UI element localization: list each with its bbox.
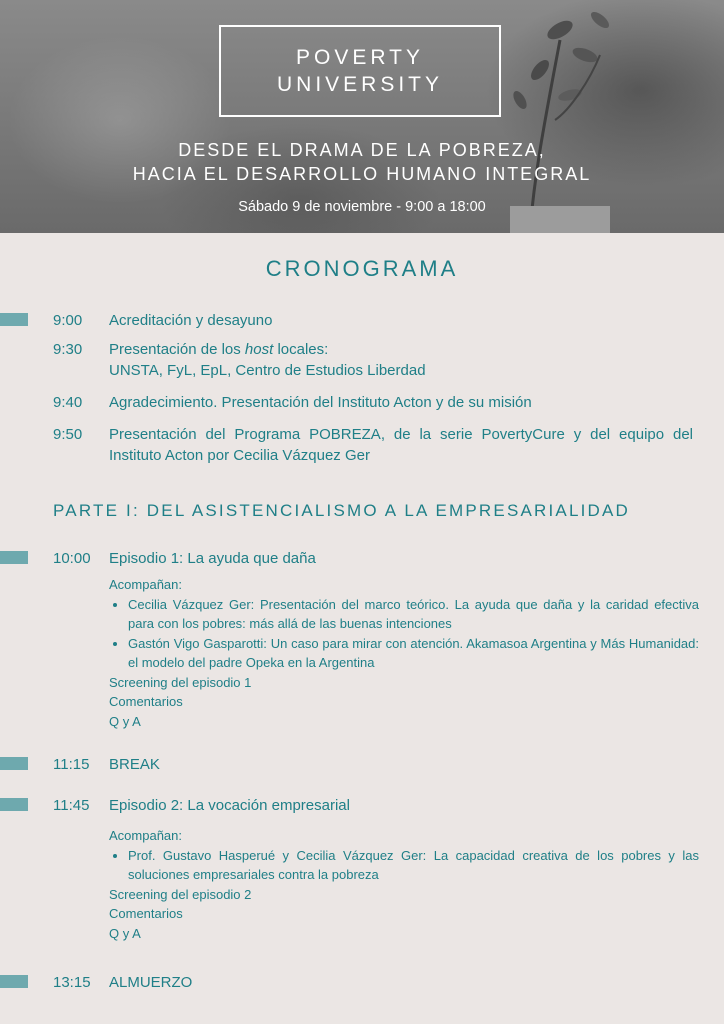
timeline-marker [0,798,28,811]
schedule-text: BREAK [109,756,160,773]
accompany-label: Acompañan: [109,828,182,843]
schedule-time: 9:00 [53,312,83,329]
speaker-item: • Gastón Vigo Gasparotti: Un caso para mirar con atención. Akamasoa Argentina y Más Humanidad: el modelo del padre Opeka en la Argentina [128,634,699,673]
event-date: Sábado 9 de noviembre - 9:00 a 18:00 [238,199,486,215]
speaker-item: • Cecilia Vázquez Ger: Presentación del marco teórico. La ayuda que daña y la caridad efectiva para con los pobres: más allá de las buenas intenciones [128,595,699,634]
schedule-time: 9:30 [53,341,83,358]
schedule-time: 9:40 [53,394,83,411]
event-subtitle [0,138,724,186]
speaker-list [109,846,699,885]
schedule-time: 13:15 [53,974,91,991]
episode-1-details [109,575,699,731]
schedule-text-italic: host [244,341,274,358]
logo-line-2: UNIVERSITY [276,73,444,96]
poverty-university-logo [219,25,501,117]
timeline-marker [0,757,28,770]
timeline-marker [0,975,28,988]
comments-label: Comentarios [109,906,183,921]
schedule-text-line-2: UNSTA, FyL, EpL, Centro de Estudios Liberdad [109,362,426,379]
schedule-item-0950 [53,424,693,466]
schedule-text [109,339,693,381]
page-title: CRONOGRAMA [265,256,459,281]
schedule-item-1145 [53,795,693,816]
episode-2-details [109,826,699,943]
episode-title: Episodio 1: La ayuda que daña [109,550,316,567]
schedule-item-break [53,754,693,775]
schedule-time: 9:50 [53,426,83,443]
qa-label: Q y A [109,925,141,941]
speaker-item: • Prof. Gustavo Hasperué y Cecilia Vázquez Ger: La capacidad creativa de los pobres y las soluciones empresariales contra la pobreza [128,846,699,885]
schedule-text: Presentación del Programa POBREZA, de la serie PovertyCure y del equipo del Instituto Acton por Cecilia Vázquez Ger [109,426,693,464]
episode-title: Episodio 2: La vocación empresarial [109,797,350,814]
schedule-item-0940 [53,392,693,413]
schedule-text: Agradecimiento. Presentación del Instituto Acton y de su misión [109,394,532,411]
timeline-marker [0,313,28,326]
logo-line-1: POVERTY [296,46,424,69]
subtitle-line-2: HACIA EL DESARROLLO HUMANO INTEGRAL [132,164,592,184]
schedule-time: 10:00 [53,550,91,567]
schedule-item-0900 [53,310,693,331]
part-title: PARTE I: DEL ASISTENCIALISMO A LA EMPRESARIALIDAD [53,501,631,520]
schedule-text-part: locales: [273,341,329,358]
hero-banner [0,0,724,233]
timeline-marker [0,551,28,564]
schedule-item-1000 [53,548,693,569]
schedule-text-part: Presentación de los [109,341,245,358]
speaker-list [109,595,699,673]
schedule-text: ALMUERZO [109,974,193,991]
screening-label: Screening del episodio 2 [109,886,252,902]
schedule-text: Acreditación y desayuno [109,312,273,329]
schedule-item-0930 [53,339,693,381]
schedule-item-lunch [53,972,693,993]
accompany-label: Acompañan: [109,577,182,592]
schedule-time: 11:45 [53,797,90,814]
comments-label: Comentarios [109,694,183,709]
subtitle-line-1: DESDE EL DRAMA DE LA POBREZA, [178,140,546,160]
screening-label: Screening del episodio 1 [109,674,252,690]
qa-label: Q y A [109,713,141,729]
schedule-time: 11:15 [53,756,90,773]
